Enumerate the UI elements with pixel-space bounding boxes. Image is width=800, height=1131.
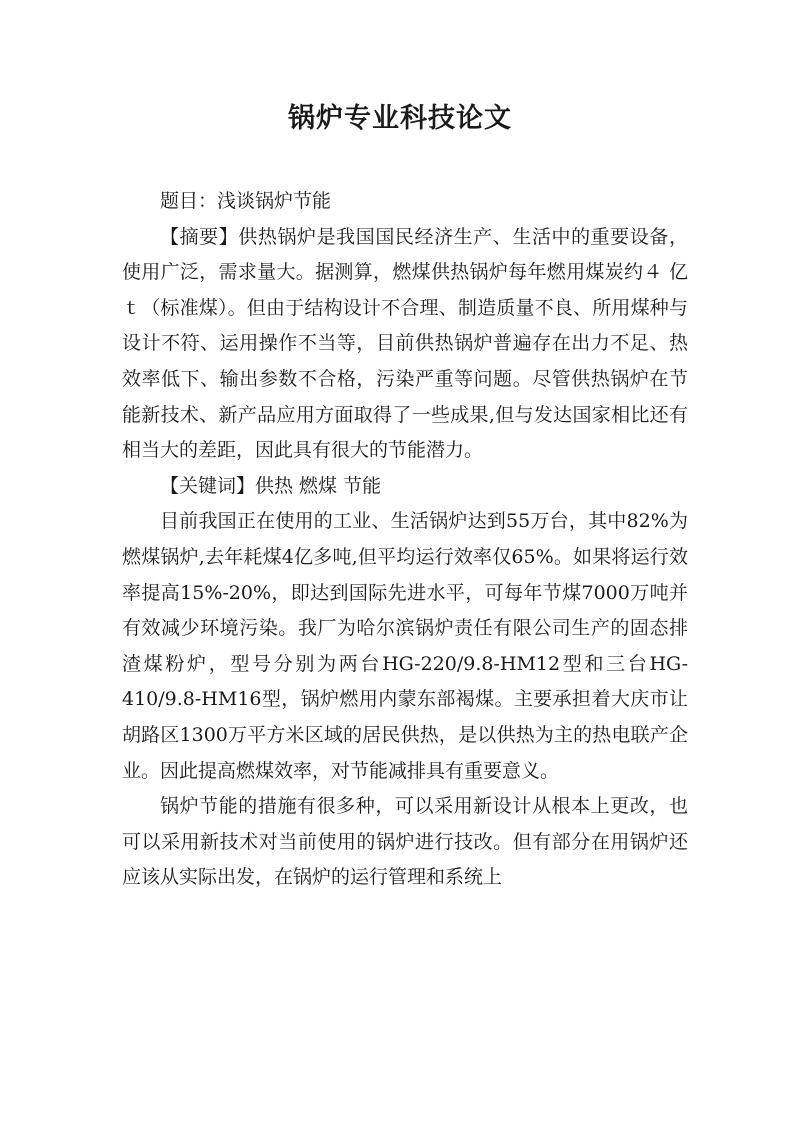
body-paragraph: 锅炉节能的措施有很多种，可以采用新设计从根本上更改，也可以采用新技术对当前使用的锅炉进行技改。但有部分在用锅炉还应该从实际出发，在锅炉的运行管理和系统上 [122,795,688,889]
document-body [122,184,688,896]
keywords-line: 【关键词】供热 燃煤 节能 [160,474,382,497]
topic-line: 题目：浅谈锅炉节能 [160,190,332,212]
abstract-paragraph: 【摘要】供热锅炉是我国国民经济生产、生活中的重要设备，使用广泛，需求量大。据测算，燃煤供热锅炉每年燃用煤炭约４ 亿ｔ（标准煤）。但由于结构设计不合理、制造质量不良、所用煤种与设计不符、运用操作不当等，目前供热锅炉普遍存在出力不足、热效率低下、输出参数不合格，污染严重等问题。尽管供热锅炉在节能新技术、新产品应用方面取得了一些成果,但与发达国家相比还有相当大的差距，因此具有很大的节能潜力。 [122,225,688,462]
body-paragraph: 目前我国正在使用的工业、生活锅炉达到55万台，其中82%为燃煤锅炉,去年耗煤4亿多吨,但平均运行效率仅65%。如果将运行效率提高15%-20%，即达到国际先进水平，可每年节煤7000万吨并有效减少环境污染。我厂为哈尔滨锅炉责任有限公司生产的固态排渣煤粉炉，型号分别为两台HG-220/9.8-HM12型和三台HG-410/9.8-HM16型，锅炉燃用内蒙东部褐煤。主要承担着大庆市让胡路区1300万平方米区域的居民供热，是以供热为主的热电联产企业。因此提高燃煤效率，对节能减排具有重要意义。 [122,510,688,782]
document-title: 锅炉专业科技论文 [288,103,512,134]
